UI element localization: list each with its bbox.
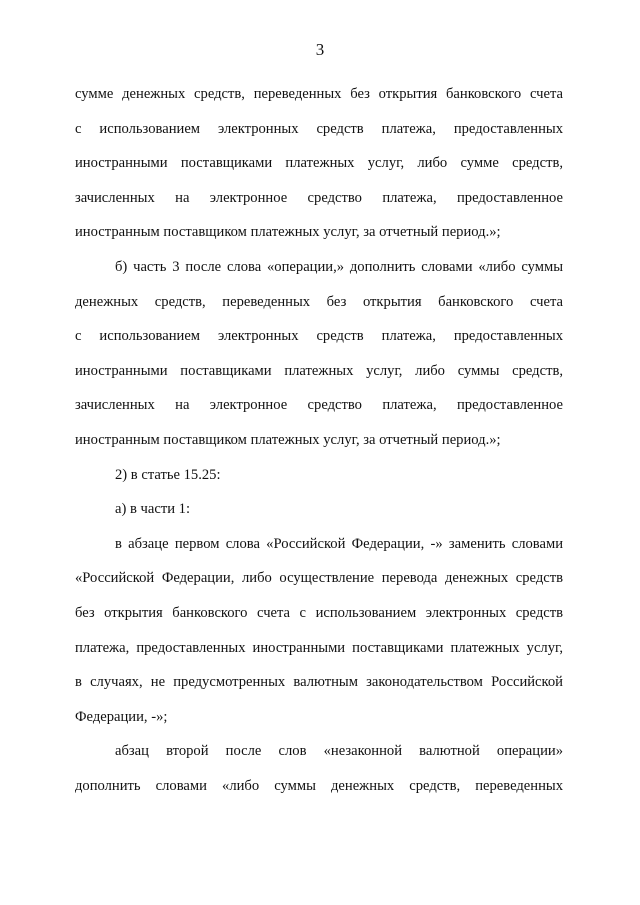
paragraph <box>75 77 563 250</box>
text-line: с использованием электронных средств платежа, предоставленных <box>75 120 563 137</box>
text-line: без открытия банковского счета с использованием электронных средств <box>75 604 563 621</box>
document-body <box>75 77 563 803</box>
paragraph <box>75 492 563 527</box>
text-line: иностранными поставщиками платежных услуг, либо сумме средств, <box>75 155 563 172</box>
text-line: в случаях, не предусмотренных валютным законодательством Российской <box>75 674 563 691</box>
text-line: денежных средств, переведенных без открытия банковского счета <box>75 293 563 310</box>
text-line: а) в части 1: <box>115 501 191 518</box>
paragraph <box>75 458 563 493</box>
text-line: иностранными поставщиками платежных услуг, либо суммы средств, <box>75 362 563 379</box>
text-line: иностранным поставщиком платежных услуг, за отчетный период.»; <box>75 431 501 448</box>
paragraph <box>75 250 563 458</box>
text-line: сумме денежных средств, переведенных без открытия банковского счета <box>75 86 563 102</box>
text-line: Федерации, -»; <box>75 708 168 725</box>
text-line: зачисленных на электронное средство платежа, предоставленное <box>75 189 563 206</box>
text-line: абзац второй после слов «незаконной валютной операции» <box>115 743 563 760</box>
page-number: 3 <box>315 40 325 59</box>
text-line: с использованием электронных средств платежа, предоставленных <box>75 328 563 345</box>
text-line: «Российской Федерации, либо осуществление перевода денежных средств <box>75 570 563 587</box>
paragraph <box>75 734 563 803</box>
text-line: в абзаце первом слова «Российской Федерации, -» заменить словами <box>115 535 563 552</box>
text-line: иностранным поставщиком платежных услуг, за отчетный период.»; <box>75 224 501 241</box>
text-line: 2) в статье 15.25: <box>115 466 221 483</box>
text-line: платежа, предоставленных иностранными поставщиками платежных услуг, <box>75 639 563 656</box>
text-line: дополнить словами «либо суммы денежных средств, переведенных <box>75 777 563 794</box>
text-line: зачисленных на электронное средство платежа, предоставленное <box>75 397 563 414</box>
text-line: б) часть 3 после слова «операции,» дополнить словами «либо суммы <box>115 258 563 275</box>
paragraph <box>75 527 563 735</box>
